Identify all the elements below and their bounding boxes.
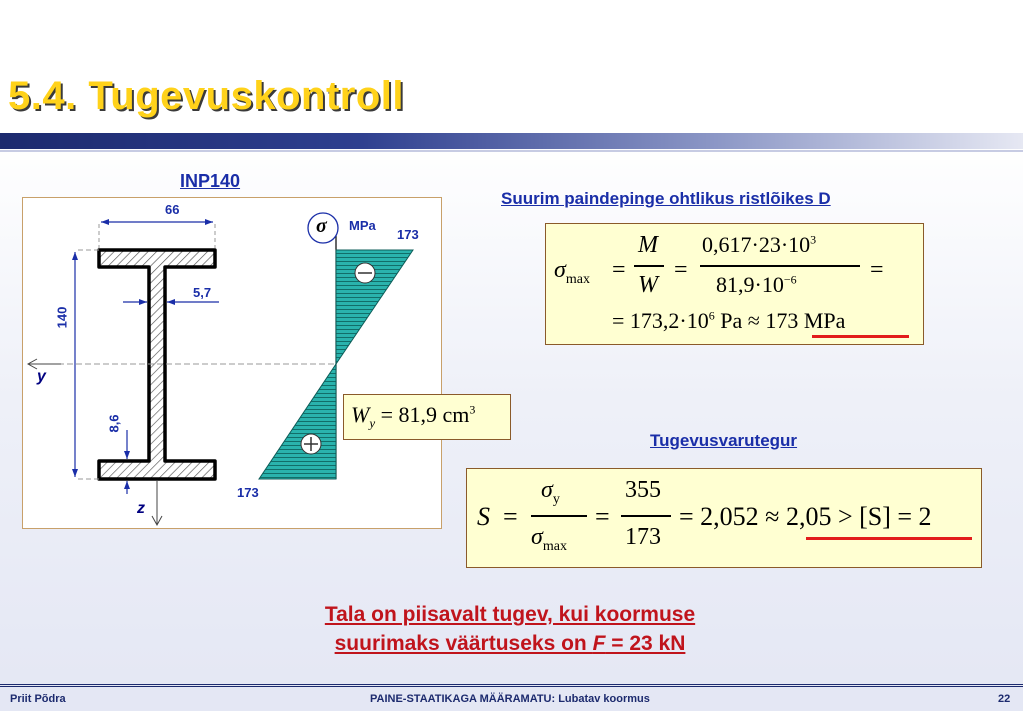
wy-subscript: y	[369, 415, 376, 431]
stress-line2-exp: 6	[708, 308, 715, 323]
footer-course: PAINE-STAATIKAGA MÄÄRAMATU: Lubatav koormus	[370, 693, 650, 705]
web-label: 5,7	[193, 285, 212, 300]
safety-S: S	[477, 502, 490, 531]
eq-sign-3: =	[870, 257, 884, 283]
eq-sign-2: =	[674, 257, 688, 283]
safety-result-underline	[806, 537, 972, 540]
moment-symbol: M	[638, 232, 658, 258]
profile-label: INP140	[180, 171, 241, 191]
sigma-max-subscript: max	[565, 271, 590, 287]
stress-triangle-top	[336, 250, 413, 364]
safety-heading: Tugevusvarutegur	[650, 431, 798, 450]
stress-triangle-bottom	[259, 364, 336, 479]
numerator-exp: 3	[810, 232, 817, 247]
wy-exponent: 3	[469, 402, 476, 417]
sigma-y-sub: y	[552, 491, 560, 507]
conclusion-line2: suurimaks väärtuseks on	[334, 632, 593, 655]
modulus-symbol: W	[638, 272, 658, 298]
sigma-max-symbol: σ	[554, 257, 566, 283]
wy-symbol: W	[351, 402, 370, 427]
stress-result: 173 MPa	[765, 308, 846, 333]
stress-top-value: 173	[397, 227, 419, 242]
z-axis-label: z	[137, 500, 145, 517]
conclusion-line2-value: = 23 kN	[605, 632, 686, 655]
denominator-exp: −6	[783, 272, 797, 287]
footer	[0, 684, 1023, 711]
conclusion-line1: Tala on piisavalt tugev, kui koormuse	[324, 603, 696, 626]
beam-section-panel	[22, 197, 442, 529]
title-band	[0, 133, 1023, 149]
safety-eq2: =	[595, 502, 610, 531]
stress-bottom-value: 173	[237, 485, 259, 500]
flange-label: 8,6	[106, 414, 122, 433]
sigma-symbol: σ	[316, 215, 327, 237]
footer-page: 22	[998, 693, 1011, 705]
stress-unit: MPa	[349, 218, 376, 233]
stress-line2: = 173,2·10	[612, 308, 709, 333]
y-axis-label: y	[37, 368, 46, 385]
stress-formula-box	[545, 223, 924, 345]
width-label: 66	[165, 202, 180, 217]
wy-value: = 81,9 cm	[380, 402, 470, 427]
stress-line2-approx: Pa ≈	[714, 308, 766, 333]
safety-denominator: 173	[625, 524, 661, 550]
safety-approx: = 2,052 ≈	[679, 502, 786, 531]
sigma-max2-symbol: σ	[531, 524, 543, 550]
title-band-line	[0, 150, 1023, 152]
section-modulus-box	[343, 394, 511, 440]
conclusion-text	[250, 600, 770, 658]
safety-numerator: 355	[625, 477, 661, 503]
denominator: 81,9·10	[716, 272, 784, 297]
safety-formula-box	[466, 468, 982, 568]
eq-sign-1: =	[612, 257, 626, 283]
conclusion-force-symbol: F	[592, 632, 606, 655]
stress-heading: Suurim paindepinge ohtlikus ristlõikes D	[501, 189, 831, 208]
safety-result: 2,05 > [S] = 2	[785, 502, 932, 531]
sigma-max2-sub: max	[542, 538, 567, 554]
beam-section-diagram	[23, 198, 441, 528]
height-label: 140	[54, 306, 70, 329]
page-title: 5.4. Tugevuskontroll	[8, 74, 404, 118]
safety-eq1: =	[503, 502, 518, 531]
stress-result-underline	[812, 335, 909, 338]
sigma-y-symbol: σ	[541, 477, 553, 503]
numerator: 0,617·23·10	[702, 232, 811, 257]
footer-author: Priit Põdra	[10, 693, 66, 705]
